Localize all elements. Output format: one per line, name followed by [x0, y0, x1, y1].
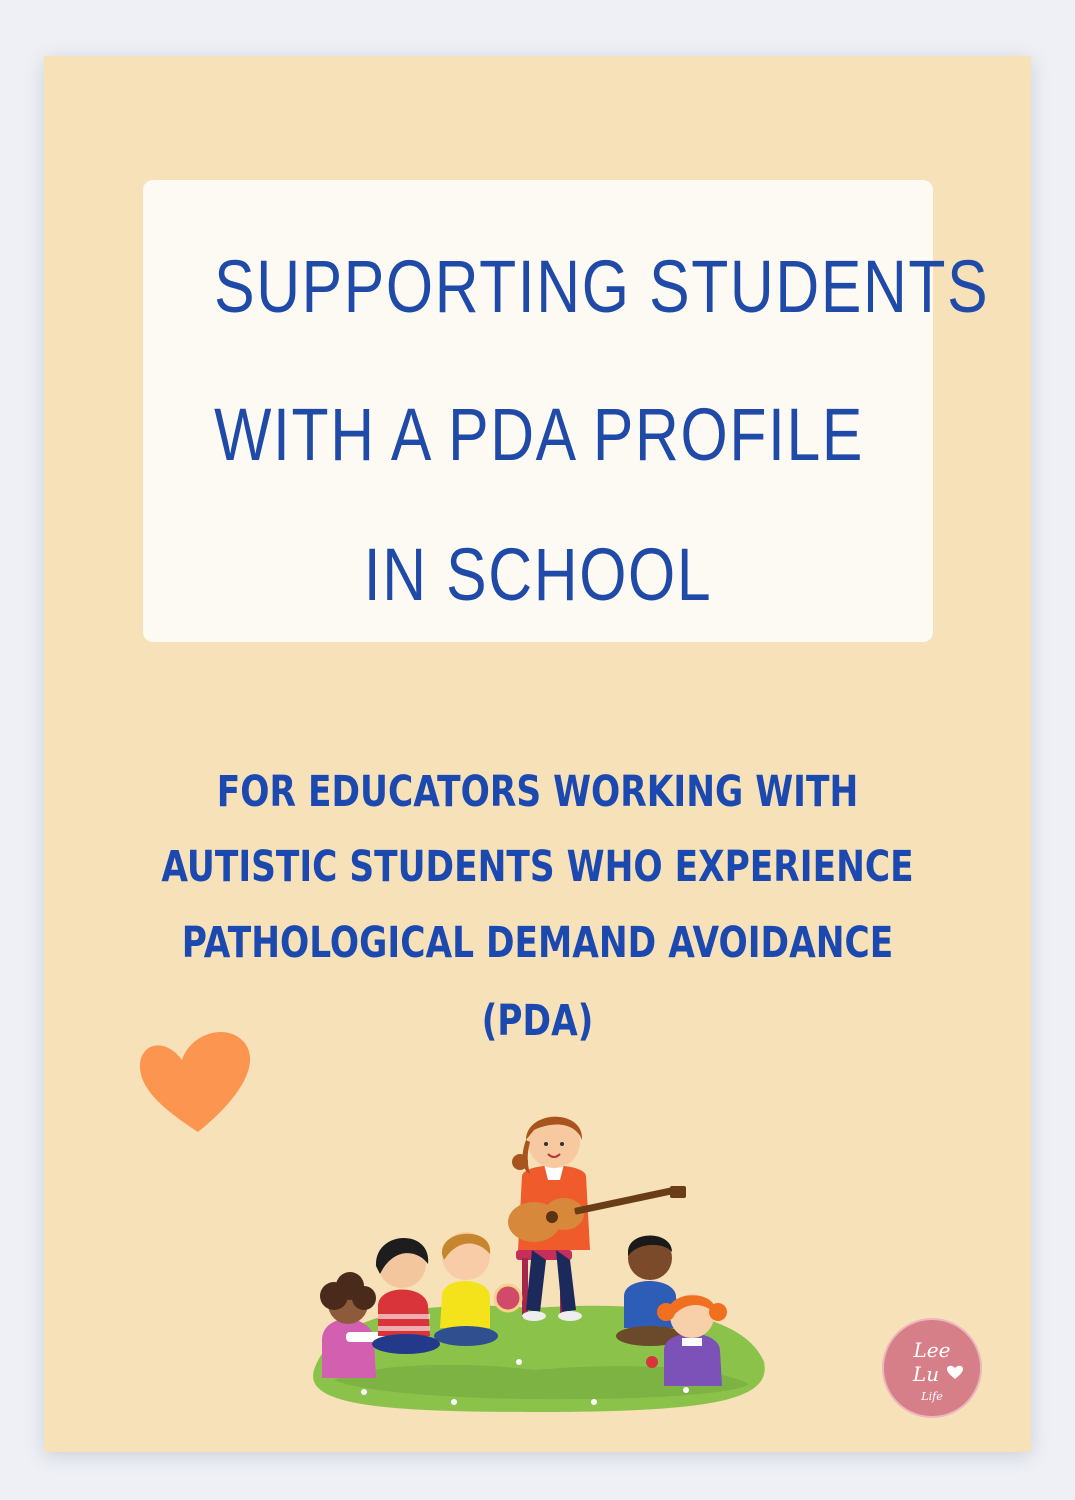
title-line-1: SUPPORTING STUDENTS [214, 245, 990, 328]
logo-heart-icon [946, 1364, 964, 1380]
title-card [143, 180, 990, 642]
teacher-with-children-illustration [294, 1100, 774, 1420]
title-line-3: IN SCHOOL [363, 533, 713, 616]
logo-text-line-1: Lee [913, 1338, 951, 1362]
subtitle-line-1: FOR EDUCATORS WORKING WITH [216, 767, 859, 817]
logo-text-line-3: Life [921, 1390, 943, 1403]
subtitle-line-2: AUTISTIC STUDENTS WHO EXPERIENCE [161, 842, 914, 892]
heart-icon [134, 1024, 258, 1136]
logo-text-line-2: Lu [912, 1362, 940, 1386]
subtitle-line-4: (PDA) [481, 996, 594, 1046]
subtitle-line-3: PATHOLOGICAL DEMAND AVOIDANCE [181, 918, 894, 968]
leelu-life-logo [882, 1318, 982, 1418]
document-cover [44, 56, 1031, 1452]
title-line-2: WITH A PDA PROFILE [214, 393, 865, 476]
